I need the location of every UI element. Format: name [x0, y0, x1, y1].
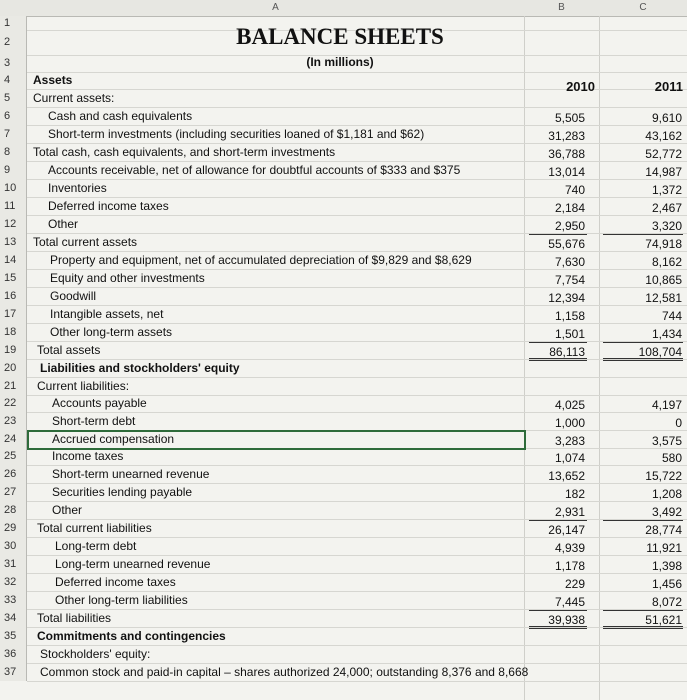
total-underline-34-1 [603, 626, 683, 627]
row-20-label[interactable]: Liabilities and stockholders' equity [40, 361, 240, 375]
column-header-a[interactable]: A [27, 0, 525, 17]
row-gridline [27, 681, 687, 682]
row-header-8[interactable]: 8 [0, 143, 27, 161]
row-33-v2010[interactable]: 7,445 [554, 595, 585, 609]
row-gridline [27, 341, 687, 342]
row-header-19[interactable]: 19 [0, 341, 27, 359]
row-19-label[interactable]: Total assets [37, 343, 101, 357]
row-35-label[interactable]: Commitments and contingencies [37, 629, 226, 643]
row-30-v2011[interactable]: 11,921 [646, 541, 682, 555]
row-26-v2010[interactable]: 13,652 [548, 469, 585, 483]
subtotal-underline-12-1 [603, 234, 683, 235]
row-23-v2010[interactable]: 1,000 [554, 416, 585, 430]
row-header-12[interactable]: 12 [0, 215, 27, 233]
subtotal-underline-12-0 [529, 234, 587, 235]
row-13-v2011[interactable]: 74,918 [645, 237, 682, 251]
row-33-label[interactable]: Other long-term liabilities [55, 593, 188, 607]
row-17-v2011[interactable]: 744 [661, 309, 682, 323]
row-27-v2011[interactable]: 1,208 [651, 487, 682, 501]
row-header-27[interactable]: 27 [0, 483, 27, 501]
row-6-v2011[interactable]: 9,610 [651, 111, 682, 125]
row-17-label[interactable]: Intangible assets, net [50, 307, 164, 321]
row-16-label[interactable]: Goodwill [50, 289, 97, 303]
row-28-v2010[interactable]: 2,931 [554, 505, 585, 519]
row-header-18[interactable]: 18 [0, 323, 27, 341]
row-19-v2010[interactable]: 86,113 [549, 345, 585, 359]
row-header-3[interactable]: 3 [0, 55, 27, 72]
row-29-v2010[interactable]: 26,147 [548, 523, 585, 537]
row-header-35[interactable]: 35 [0, 627, 27, 645]
selected-cell-a22[interactable] [27, 430, 526, 450]
row-13-v2010[interactable]: 55,676 [548, 237, 585, 251]
total-double-underline-34-1 [603, 628, 683, 629]
total-double-underline-19-1 [603, 360, 683, 361]
row-21-label[interactable]: Current liabilities: [37, 379, 130, 393]
row-gridline [27, 501, 687, 502]
row-14-label[interactable]: Property and equipment, net of accumulated depreciation of $9,829 and $8,629 [50, 253, 472, 267]
row-8-v2011[interactable]: 52,772 [645, 147, 682, 161]
row-8-v2010[interactable]: 36,788 [548, 147, 585, 161]
row-7-v2010[interactable]: 31,283 [548, 129, 585, 143]
row-18-v2011[interactable]: 1,434 [651, 327, 682, 341]
row-header-34[interactable]: 34 [0, 609, 27, 627]
row-24-label[interactable]: Accrued compensation [52, 432, 175, 446]
row-24-v2010[interactable]: 3,283 [554, 434, 585, 448]
row-24-v2011[interactable]: 3,575 [651, 434, 682, 448]
row-37-label[interactable]: Common stock and paid-in capital – shares authorized 24,000; outstanding 8,376 and 8,668 [40, 665, 529, 679]
row-12-label[interactable]: Other [48, 217, 79, 231]
row-12-v2011[interactable]: 3,320 [651, 219, 682, 233]
total-double-underline-19-0 [529, 360, 587, 361]
row-11-v2010[interactable]: 2,184 [554, 201, 585, 215]
subtotal-underline-18-1 [603, 342, 683, 343]
subtotal-underline-18-0 [529, 342, 587, 343]
row-header-13[interactable]: 13 [0, 233, 27, 251]
row-10-v2011[interactable]: 1,372 [651, 183, 682, 197]
row-26-label[interactable]: Short-term unearned revenue [52, 467, 210, 481]
row-header-17[interactable]: 17 [0, 305, 27, 323]
row-9-v2011[interactable]: 14,987 [645, 165, 682, 179]
row-header-25[interactable]: 25 [0, 448, 27, 465]
row-31-v2010[interactable]: 1,178 [554, 559, 585, 573]
row-header-29[interactable]: 29 [0, 519, 27, 537]
row-32-v2010[interactable]: 229 [564, 577, 585, 591]
row-27-label[interactable]: Securities lending payable [52, 485, 193, 499]
row-header-21[interactable]: 21 [0, 377, 27, 395]
row-15-v2010[interactable]: 7,754 [554, 273, 585, 287]
row-32-label[interactable]: Deferred income taxes [55, 575, 176, 589]
row-header-33[interactable]: 33 [0, 591, 27, 609]
row-13-label[interactable]: Total current assets [33, 235, 138, 249]
year-header-2010: 2010 [566, 79, 595, 94]
year-header-2011: 2011 [654, 79, 683, 94]
row-29-label[interactable]: Total current liabilities [37, 521, 152, 535]
subtotal-underline-28-1 [603, 520, 683, 521]
row-header-11[interactable]: 11 [0, 197, 27, 215]
row-25-v2010[interactable]: 1,074 [554, 451, 585, 465]
row-16-v2010[interactable]: 12,394 [548, 291, 585, 305]
row-28-v2011[interactable]: 3,492 [651, 505, 682, 519]
row-15-label[interactable]: Equity and other investments [50, 271, 205, 285]
row-26-v2011[interactable]: 15,722 [645, 469, 682, 483]
sheet-title: BALANCE SHEETS [236, 24, 444, 49]
sheet-subtitle: (In millions) [306, 55, 374, 69]
row-7-label[interactable]: Short-term investments (including securities loaned of $1,181 and $62) [48, 127, 425, 141]
row-header-1[interactable]: 1 [0, 16, 27, 30]
row-header-7[interactable]: 7 [0, 125, 27, 143]
row-header-23[interactable]: 23 [0, 412, 27, 430]
row-22-v2010[interactable]: 4,025 [554, 398, 585, 412]
row-31-v2011[interactable]: 1,398 [651, 559, 682, 573]
row-14-v2011[interactable]: 8,162 [651, 255, 682, 269]
column-header-b[interactable]: B [524, 0, 600, 17]
row-22-label[interactable]: Accounts payable [52, 396, 147, 410]
row-10-v2010[interactable]: 740 [564, 183, 585, 197]
row-34-label[interactable]: Total liabilities [37, 611, 112, 625]
column-divider-ab [524, 16, 525, 700]
total-underline-19-0 [529, 358, 587, 359]
row-11-v2011[interactable]: 2,467 [651, 201, 682, 215]
row-4-label[interactable]: Assets [33, 73, 73, 87]
row-7-v2011[interactable]: 43,162 [645, 129, 682, 143]
select-all-corner[interactable] [0, 0, 28, 17]
row-header-30[interactable]: 30 [0, 537, 27, 555]
row-header-20[interactable]: 20 [0, 359, 27, 377]
row-header-31[interactable]: 31 [0, 555, 27, 573]
row-23-label[interactable]: Short-term debt [52, 414, 136, 428]
row-gridline [27, 287, 687, 288]
row-header-15[interactable]: 15 [0, 269, 27, 287]
total-underline-19-1 [603, 358, 683, 359]
row-header-9[interactable]: 9 [0, 161, 27, 179]
column-header-c[interactable]: C [599, 0, 687, 17]
row-header-10[interactable]: 10 [0, 179, 27, 197]
row-31-label[interactable]: Long-term unearned revenue [55, 557, 211, 571]
row-33-v2011[interactable]: 8,072 [651, 595, 682, 609]
row-16-v2011[interactable]: 12,581 [645, 291, 682, 305]
row-9-v2010[interactable]: 13,014 [548, 165, 585, 179]
row-22-v2011[interactable]: 4,197 [651, 398, 682, 412]
row-11-label[interactable]: Deferred income taxes [48, 199, 169, 213]
row-10-label[interactable]: Inventories [48, 181, 107, 195]
row-header-4[interactable]: 4 [0, 72, 27, 89]
row-header-2[interactable]: 2 [0, 30, 27, 55]
row-header-16[interactable]: 16 [0, 287, 27, 305]
row-17-v2010[interactable]: 1,158 [554, 309, 585, 323]
row-23-v2011[interactable]: 0 [675, 416, 682, 430]
row-header-36[interactable]: 36 [0, 645, 27, 663]
row-gridline [27, 179, 687, 180]
row-5-label[interactable]: Current assets: [33, 91, 115, 105]
row-gridline [27, 72, 687, 73]
row-19-v2011[interactable]: 108,704 [638, 345, 682, 359]
row-header-22[interactable]: 22 [0, 395, 27, 412]
row-header-26[interactable]: 26 [0, 465, 27, 483]
row-9-label[interactable]: Accounts receivable, net of allowance for doubtful accounts of $333 and $375 [48, 163, 461, 177]
row-header-24[interactable]: 24 [0, 430, 27, 448]
subtotal-underline-33-0 [529, 610, 587, 611]
row-header-14[interactable]: 14 [0, 251, 27, 269]
row-12-v2010[interactable]: 2,950 [554, 219, 585, 233]
row-25-label[interactable]: Income taxes [52, 449, 124, 463]
total-double-underline-34-0 [529, 628, 587, 629]
row-36-label[interactable]: Stockholders' equity: [40, 647, 151, 661]
row-30-label[interactable]: Long-term debt [55, 539, 137, 553]
column-divider-bc [599, 16, 600, 700]
row-6-label[interactable]: Cash and cash equivalents [48, 109, 193, 123]
row-18-label[interactable]: Other long-term assets [50, 325, 173, 339]
row-14-v2010[interactable]: 7,630 [554, 255, 585, 269]
row-6-v2010[interactable]: 5,505 [554, 111, 585, 125]
row-34-v2011[interactable]: 51,621 [645, 613, 682, 627]
row-29-v2011[interactable]: 28,774 [645, 523, 682, 537]
row-18-v2010[interactable]: 1,501 [554, 327, 585, 341]
row-gridline [27, 215, 687, 216]
row-28-label[interactable]: Other [52, 503, 83, 517]
row-25-v2011[interactable]: 580 [661, 451, 682, 465]
row-34-v2010[interactable]: 39,938 [548, 613, 585, 627]
row-gridline [27, 609, 687, 610]
total-underline-34-0 [529, 626, 587, 627]
row-8-label[interactable]: Total cash, cash equivalents, and short-term investments [33, 145, 336, 159]
row-header-28[interactable]: 28 [0, 501, 27, 519]
subtotal-underline-28-0 [529, 520, 587, 521]
row-header-37[interactable]: 37 [0, 663, 27, 681]
subtotal-underline-33-1 [603, 610, 683, 611]
row-header-32[interactable]: 32 [0, 573, 27, 591]
row-27-v2010[interactable]: 182 [564, 487, 585, 501]
row-30-v2010[interactable]: 4,939 [554, 541, 585, 555]
row-32-v2011[interactable]: 1,456 [651, 577, 682, 591]
row-header-6[interactable]: 6 [0, 107, 27, 125]
row-header-5[interactable]: 5 [0, 89, 27, 107]
row-15-v2011[interactable]: 10,865 [645, 273, 682, 287]
